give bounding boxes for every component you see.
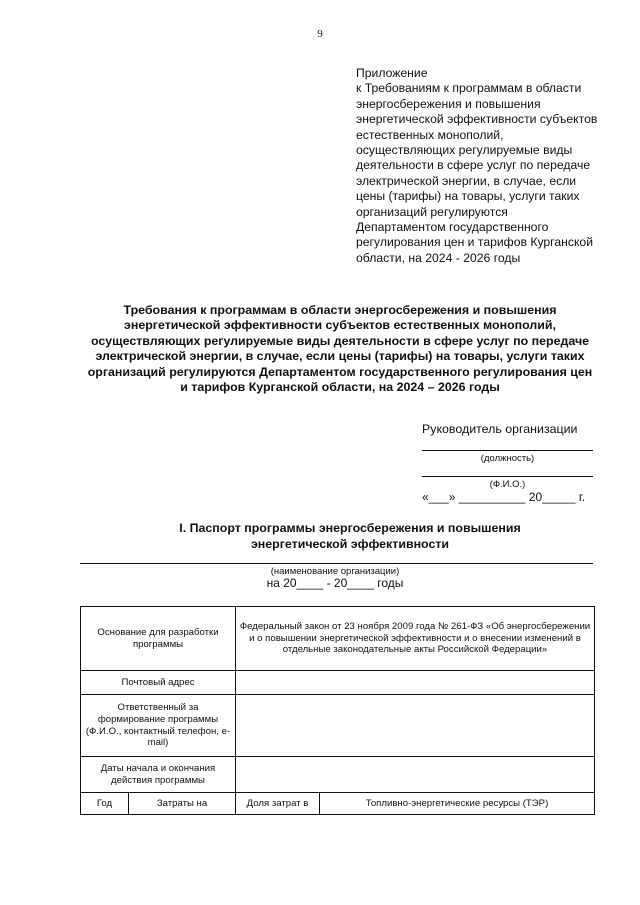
col-ter: Топливно-энергетические ресурсы (ТЭР) — [320, 793, 595, 815]
table-row — [81, 607, 595, 671]
section-title-line: I. Паспорт программы энергосбережения и повышения — [179, 521, 521, 535]
section-title — [80, 521, 620, 552]
signature-date: «___» __________ 20_____ г. — [422, 490, 586, 504]
appendix-line: области, на 2024 - 2026 годы — [356, 250, 521, 265]
appendix-line: естественных монополий, — [356, 127, 504, 142]
table-row — [81, 671, 595, 695]
program-years: на 20____ - 20____ годы — [266, 576, 404, 590]
title-line: электрической энергии, в случае, если цены (тарифы) на товары, услуги таких — [95, 349, 585, 364]
organization-line — [80, 563, 593, 564]
row-label: Основание для разработки программы — [81, 607, 236, 671]
document-title — [70, 303, 610, 395]
appendix-line: к Требованиям к программам в области — [356, 81, 582, 96]
row-value — [236, 671, 595, 695]
appendix-line: организаций регулируются — [356, 204, 508, 219]
name-line — [422, 476, 593, 477]
passport-table — [80, 606, 595, 815]
row-value — [236, 757, 595, 793]
table-header-row — [81, 793, 595, 815]
appendix-line: энергетической эффективности субъектов — [356, 112, 598, 127]
row-label: Даты начала и окончания действия программы — [81, 757, 236, 793]
appendix-line: Приложение — [356, 66, 428, 80]
position-line — [422, 450, 593, 451]
appendix-line: деятельности в сфере услуг по передаче — [356, 158, 591, 173]
appendix-note — [356, 66, 626, 266]
title-line: организаций регулируются Департаментом государственного регулирования цен — [87, 364, 593, 379]
title-line: Требования к программам в области энергосбережения и повышения — [123, 303, 557, 317]
signature-role: Руководитель организации — [422, 422, 578, 436]
table-row — [81, 695, 595, 757]
row-value — [236, 695, 595, 757]
col-share: Доля затрат в — [236, 793, 320, 815]
page-number: 9 — [317, 28, 323, 40]
position-caption: (должность) — [480, 453, 535, 464]
col-year: Год — [81, 793, 129, 815]
row-label: Ответственный за формирование программы (Ф.И.О., контактный телефон, e-mail) — [81, 695, 236, 757]
appendix-line: цены (тарифы) на товары, услуги таких — [356, 189, 580, 204]
title-line: осуществляющих регулируемые виды деятельности в сфере услуг по передаче — [90, 333, 590, 348]
row-label: Почтовый адрес — [81, 671, 236, 695]
section-title-line: энергетической эффективности — [250, 536, 450, 551]
table-row — [81, 757, 595, 793]
title-line: энергетической эффективности субъектов естественных монополий, — [124, 318, 556, 333]
name-caption: (Ф.И.О.) — [489, 479, 526, 490]
appendix-line: Департаментом государственного — [356, 220, 549, 235]
organization-caption: (наименование организации) — [270, 566, 400, 577]
appendix-line: электрической энергии, в случае, если — [356, 173, 577, 188]
title-line: и тарифов Курганской области, на 2024 – 2026 годы — [180, 380, 500, 395]
appendix-line: энергосбережения и повышения — [356, 96, 541, 111]
appendix-line: регулирования цен и тарифов Курганской — [356, 235, 594, 250]
col-costs: Затраты на — [129, 793, 236, 815]
row-value: Федеральный закон от 23 ноября 2009 года № 261-ФЗ «Об энергосбережении и о повышении энергетической эффективности и о внесении изменений в отдельные законодательные акты Российской Федерации» — [236, 607, 595, 671]
appendix-line: осуществляющих регулируемые виды — [356, 143, 573, 158]
